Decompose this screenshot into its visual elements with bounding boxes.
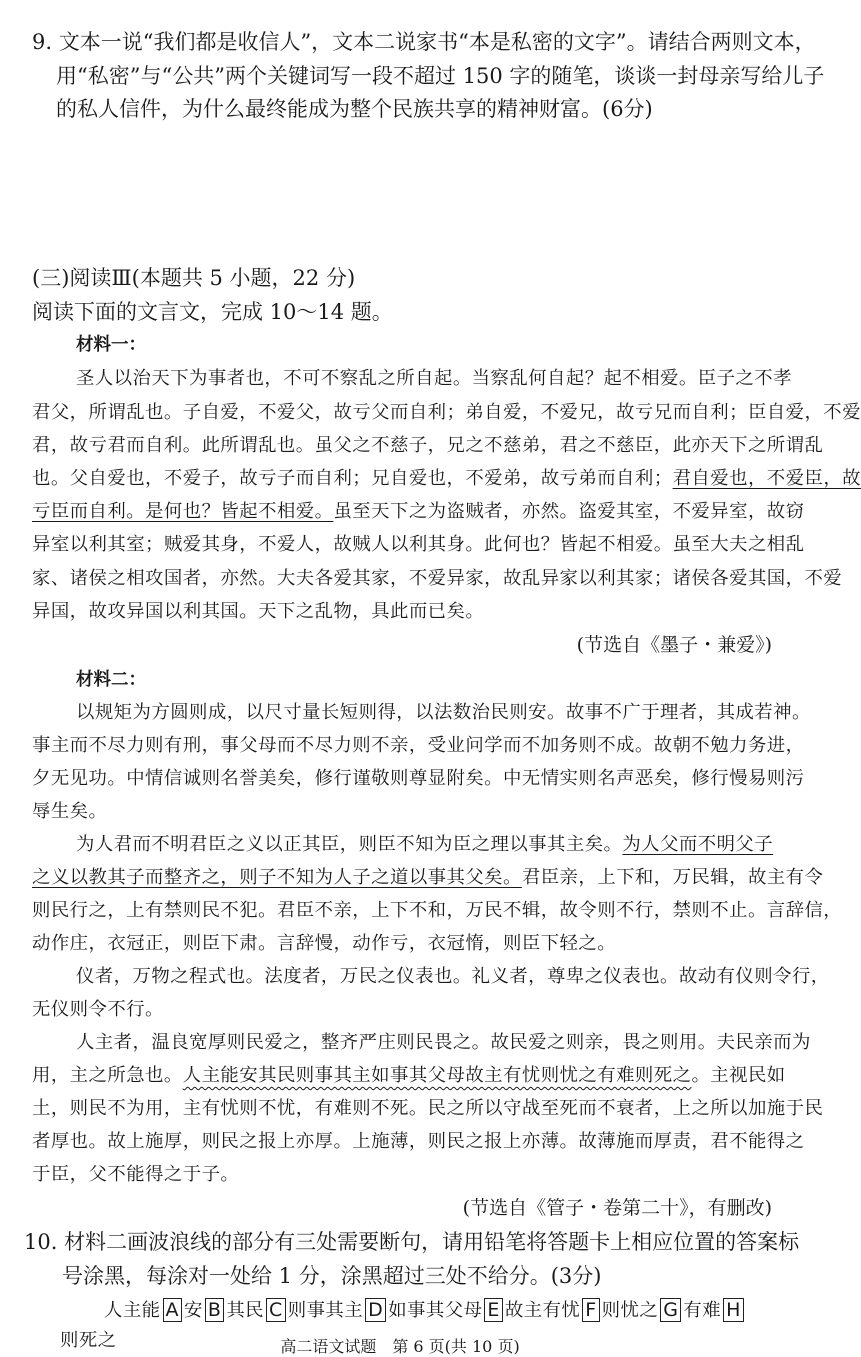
m1-line-4-text: 也。父自爱也，不爱子，故亏子而自利；兄自爱也，不爱弟，故亏弟而自利；: [32, 468, 673, 489]
m2-p1-line-1: 以规矩为方圆则成，以尺寸量长短则得，以法数治民则安。故事不广于理者，其成若神。: [76, 702, 811, 723]
q10-line-1: 10. 材料二画波浪线的部分有三处需要断句，请用铅笔将答题卡上相应位置的答案标: [24, 1230, 800, 1254]
m2-p2-line-3: 则民行之，上有禁则民不犯。君臣不亲，上下不和，万民不辑，故令则不行，禁则不止。言辞信，: [32, 900, 843, 921]
m1-underlined-2: 亏臣而自利。是何也？皆起不相爱。: [32, 501, 334, 522]
q9-line-3: 的私人信件，为什么最终能成为整个民族共享的精神财富。(6分): [56, 97, 653, 121]
q10-segment: 故主有忧: [504, 1300, 581, 1321]
section-instruction: 阅读下面的文言文，完成 10～14 题。: [32, 300, 393, 324]
m2-p4-line-5: 于臣，父不能得之于子。: [32, 1164, 240, 1185]
m2-p4-line-3: 土，则民不为用，主有忧则不忧，有难则不死。民之所以守战至死而不衰者，上之所以加施于民: [32, 1098, 824, 1119]
m2-p2-line-2: [32, 863, 823, 889]
material-1-label: 材料一：: [76, 335, 146, 355]
section-heading: (三)阅读Ⅲ(本题共 5 小题，22 分): [32, 266, 356, 290]
q10-segment: 其民: [226, 1300, 265, 1321]
q10-answer-options: [104, 1296, 746, 1322]
m1-line-5: [32, 497, 804, 523]
q10-option-a[interactable]: A: [163, 1298, 182, 1322]
q10-option-g[interactable]: G: [660, 1298, 681, 1322]
m2-p4-text-2: 。主视民如: [691, 1065, 786, 1086]
m1-line-5-text: 虽至天下之为盗贼者，亦然。盗爱其室，不爱异室，故窃: [333, 501, 805, 522]
q10-segment: 如事其父母: [388, 1300, 483, 1321]
m1-underlined-1: 君自爱也，不爱臣，故: [672, 468, 861, 489]
q10-option-e[interactable]: E: [484, 1298, 502, 1322]
q9-line-2: 用“私密”与“公共”两个关键词写一段不超过 150 字的随笔，谈谈一封母亲写给儿子: [56, 64, 825, 88]
m2-wavy-underlined: 人主能安其民则事其主如事其父母故主有忧则忧之有难则死之: [182, 1065, 692, 1086]
m1-line-1: 圣人以治天下为事者也，不可不察乱之所自起。当察乱何自起？起不相爱。臣子之不孝: [76, 368, 792, 389]
q10-option-f[interactable]: F: [582, 1298, 599, 1322]
m2-p1-line-2: 事主而不尽力则有刑，事父母而不尽力则不亲，受业问学而不加务则不成。故朝不勉力务进，: [32, 735, 805, 756]
q10-line-2: 号涂黑，每涂对一处给 1 分，涂黑超过三处不给分。(3分): [62, 1264, 602, 1288]
m2-p4-line-1: 人主者，温良宽厚则民爱之，整齐严庄则民畏之。故民爱之则亲，畏之则用。夫民亲而为: [76, 1032, 811, 1053]
m2-p3-line-2: 无仪则令不行。: [32, 999, 164, 1020]
m1-source: (节选自《墨子・兼爱》): [576, 634, 772, 656]
m2-p2-line-1: [76, 830, 773, 856]
m2-underlined-1: 为人父而不明父子: [622, 834, 774, 855]
material-2-label: 材料二：: [76, 670, 146, 690]
q9-line-1: 9. 文本一说“我们都是收信人”，文本二说家书“本是私密的文字”。请结合两则文本，: [32, 30, 816, 54]
q10-segment: 人主能: [104, 1300, 161, 1321]
q10-option-c[interactable]: C: [266, 1298, 286, 1322]
m2-p4-line-2: [32, 1061, 786, 1087]
q10-option-b[interactable]: B: [205, 1298, 225, 1322]
q10-option-d[interactable]: D: [365, 1298, 386, 1322]
q10-segment-last: 则死之: [60, 1330, 117, 1351]
m2-p3-line-1: 仪者，万物之程式也。法度者，万民之仪表也。礼义者，尊卑之仪表也。故动有仪则令行，: [76, 966, 830, 987]
m1-line-6: 异室以利其室；贼爱其身，不爱人，故贼人以利其身。此何也？皆起不相爱。虽至大夫之相乱: [32, 534, 805, 555]
m2-p2-text-2: 君臣亲，上下和，万民辑，故主有令: [521, 867, 824, 888]
m2-p1-line-3: 夕无见功。中情信诚则名誉美矣，修行谨敬则尊显附矣。中无情实则名声恶矣，修行慢易则污: [32, 768, 805, 789]
q10-segment: 则忧之: [601, 1300, 659, 1321]
page-footer: 高二语文试题 第 6 页(共 10 页): [280, 1337, 520, 1356]
m2-p4-line-4: 者厚也。故上施厚，则民之报上亦厚。上施薄，则民之报上亦薄。故薄施而厚责，君不能得之: [32, 1131, 805, 1152]
m1-line-4: [32, 464, 861, 490]
m1-line-7: 家、诸侯之相攻国者，亦然。大夫各爱其家，不爱异家，故乱异家以利其家；诸侯各爱其国，不爱: [32, 568, 843, 589]
q10-segment: 安: [183, 1300, 203, 1321]
m2-p2-text: 为人君而不明君臣之义以正其臣，则臣不知为臣之理以事其主矣。: [76, 834, 623, 855]
m2-source: (节选自《管子・卷第二十》，有删改): [462, 1197, 772, 1219]
q10-segment: 则事其主: [287, 1300, 364, 1321]
m2-p4-text: 用，主之所急也。: [32, 1065, 183, 1086]
q10-option-h[interactable]: H: [723, 1298, 744, 1322]
q10-segment: 有难: [683, 1300, 722, 1321]
m1-line-3: 君，故亏君而自利。此所谓乱也。虽父之不慈子，兄之不慈弟，君之不慈臣，此亦天下之所谓乱: [32, 435, 824, 456]
m1-line-8: 异国，故攻异国以利其国。天下之乱物，具此而已矣。: [32, 601, 485, 622]
m2-p1-line-4: 辱生矣。: [32, 801, 108, 822]
m1-line-2: 君父，所谓乱也。子自爱，不爱父，故亏父而自利；弟自爱，不爱兄，故亏兄而自利；臣自爱，不爱: [32, 402, 861, 423]
m2-p2-line-4: 动作庄，衣冠正，则臣下肃。言辞慢，动作亏，衣冠惰，则臣下轻之。: [32, 933, 617, 954]
m2-underlined-2: 之义以教其子而整齐之，则子不知为人子之道以事其父矣。: [32, 867, 522, 888]
